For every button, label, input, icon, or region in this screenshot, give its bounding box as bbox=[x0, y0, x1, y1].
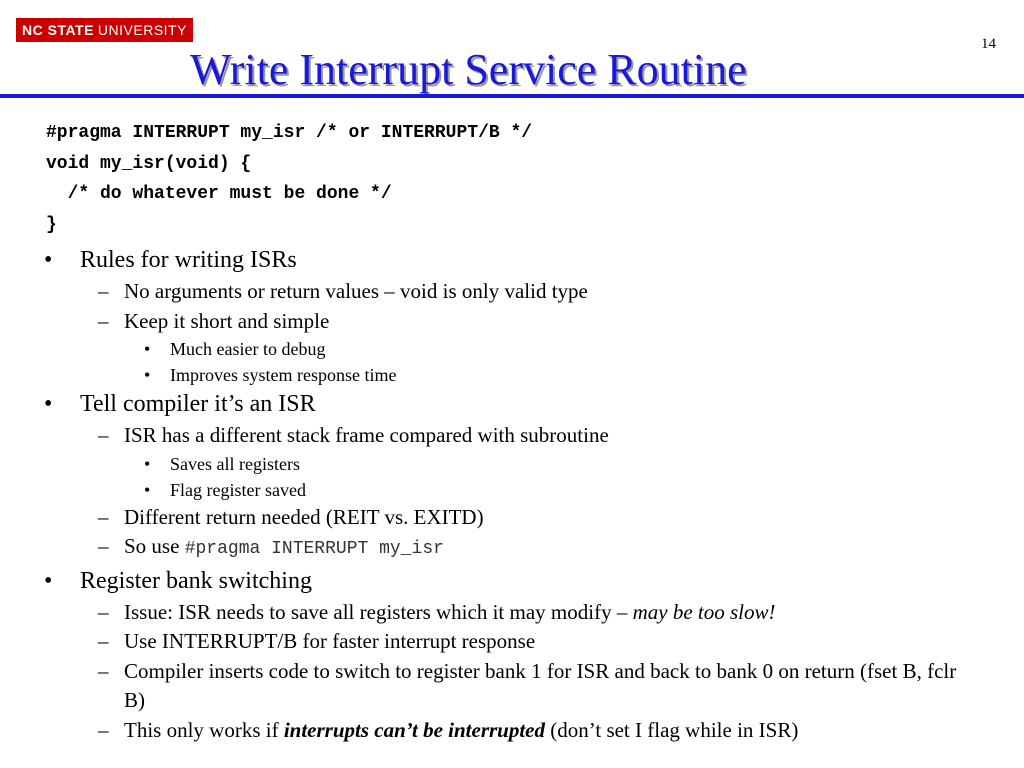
sub-bullet-stack-frame: – ISR has a different stack frame compared with subroutine bbox=[0, 421, 1024, 451]
so-use-code: #pragma INTERRUPT my_isr bbox=[184, 539, 444, 559]
bullet-rules: • Rules for writing ISRs bbox=[0, 244, 1024, 277]
bullet-bank-switching: • Register bank switching bbox=[0, 565, 1024, 598]
code-line: /* do whatever must be done */ bbox=[46, 184, 392, 204]
sub-bullet-no-args: – No arguments or return values – void is only valid type bbox=[0, 277, 1024, 307]
title-underline bbox=[0, 94, 1024, 98]
bullet-tell-compiler: • Tell compiler it’s an ISR bbox=[0, 388, 1024, 421]
sub-bullet-so-use bbox=[0, 532, 1024, 565]
slide-title: Write Interrupt Service Routine bbox=[190, 45, 747, 94]
sub-bullet-keep-short: – Keep it short and simple bbox=[0, 307, 1024, 337]
so-use-text: So use bbox=[124, 534, 185, 558]
bullet-list bbox=[0, 244, 1024, 745]
issue-text: Issue: ISR needs to save all registers which it may modify – bbox=[124, 599, 633, 624]
code-line: } bbox=[46, 214, 57, 235]
sub-bullet-return: – Different return needed (REIT vs. EXITD) bbox=[0, 503, 1024, 533]
sub-bullet-use-b: – Use INTERRUPT/B for faster interrupt response bbox=[0, 627, 1024, 657]
sub-bullet-issue bbox=[0, 598, 1024, 628]
sub-bullet-compiler-inserts: – Compiler inserts code to switch to register bank 1 for ISR and back to bank 0 on return (fset B, fclr B) bbox=[0, 657, 1024, 716]
sub-bullet-only-works bbox=[0, 716, 1024, 746]
sub-sub-bullet-debug: • Much easier to debug bbox=[0, 336, 1024, 362]
sub-sub-bullet-saves: • Saves all registers bbox=[0, 451, 1024, 477]
issue-italic: may be too slow! bbox=[632, 599, 776, 624]
only-works-text: This only works if bbox=[124, 717, 284, 742]
logo-rest-text: UNIVERSITY bbox=[97, 22, 187, 38]
logo-bold-text: NC STATE bbox=[22, 22, 94, 38]
only-works-tail: (don’t set I flag while in ISR) bbox=[545, 717, 799, 742]
university-logo bbox=[16, 18, 193, 42]
code-block bbox=[46, 118, 532, 240]
sub-sub-bullet-response: • Improves system response time bbox=[0, 362, 1024, 388]
code-line: void my_isr(void) { bbox=[46, 153, 252, 174]
sub-sub-bullet-flag: • Flag register saved bbox=[0, 477, 1024, 503]
page-number: 14 bbox=[981, 36, 996, 52]
only-works-emphasis: interrupts can’t be interrupted bbox=[283, 717, 545, 742]
code-line: #pragma INTERRUPT my_isr /* or INTERRUPT/B */ bbox=[46, 123, 533, 143]
